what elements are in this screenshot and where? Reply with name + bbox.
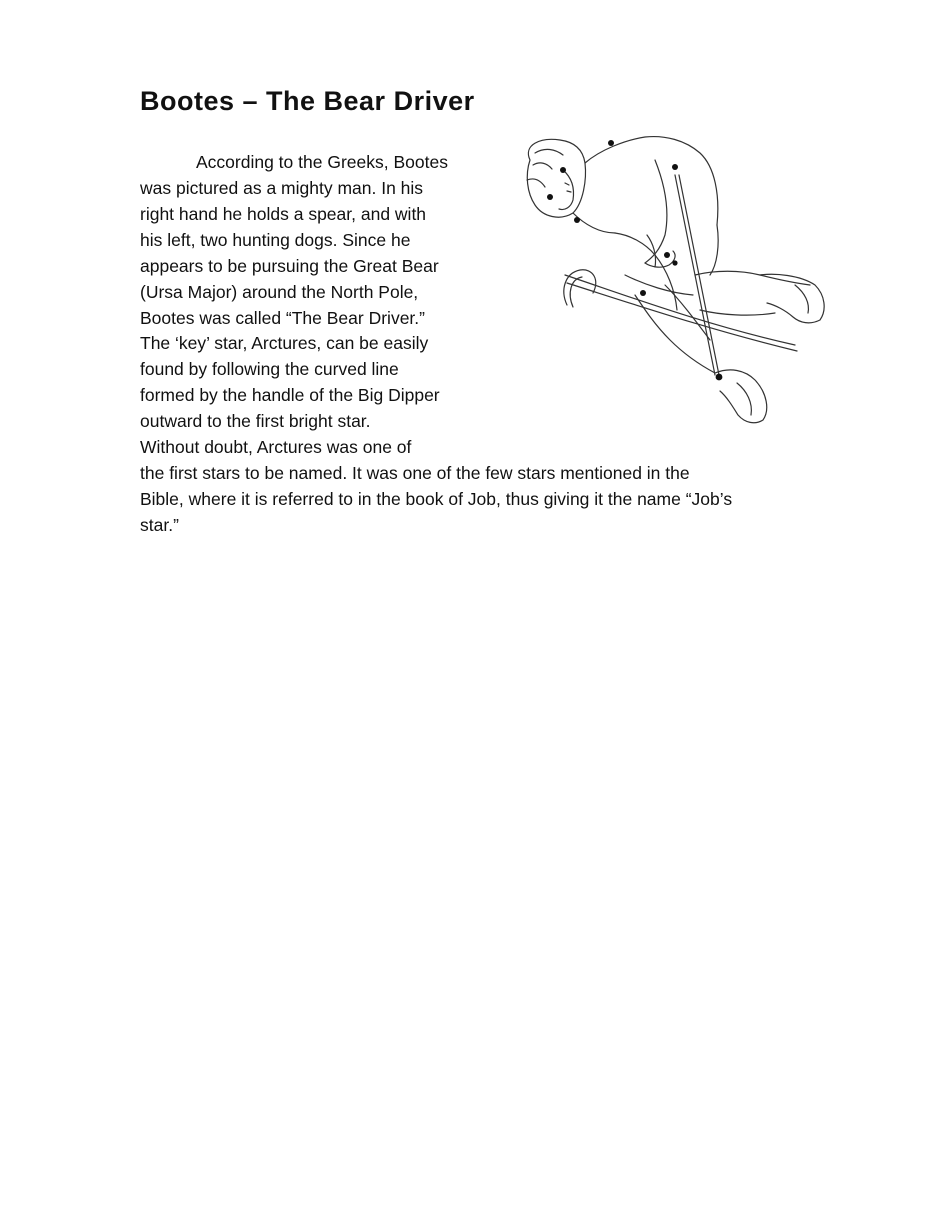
body-line: the first stars to be named. It was one of the few stars mentioned in the <box>140 463 690 483</box>
page-title: Bootes – The Bear Driver <box>140 86 475 116</box>
body-line: Bible, where it is referred to in the book of Job, thus giving it the name “Job’s <box>140 489 733 509</box>
body-line: was pictured as a mighty man. In his <box>140 178 424 198</box>
body-line: star.” <box>140 515 179 535</box>
bootes-constellation-drawing-icon <box>505 125 835 435</box>
body-line: Without doubt, Arctures was one of <box>140 437 412 457</box>
body-line: Bootes was called “The Bear Driver.” <box>140 308 425 328</box>
body-line: The ‘key’ star, Arctures, can be easily <box>140 333 429 353</box>
body-line: formed by the handle of the Big Dipper <box>140 385 440 405</box>
body-line: right hand he holds a spear, and with <box>140 204 427 224</box>
body-line: his left, two hunting dogs. Since he <box>140 230 411 250</box>
body-line: found by following the curved line <box>140 359 399 379</box>
body-line: outward to the first bright star. <box>140 411 371 431</box>
body-line: (Ursa Major) around the North Pole, <box>140 282 419 302</box>
body-line: appears to be pursuing the Great Bear <box>140 256 439 276</box>
body-line: According to the Greeks, Bootes <box>196 152 448 172</box>
